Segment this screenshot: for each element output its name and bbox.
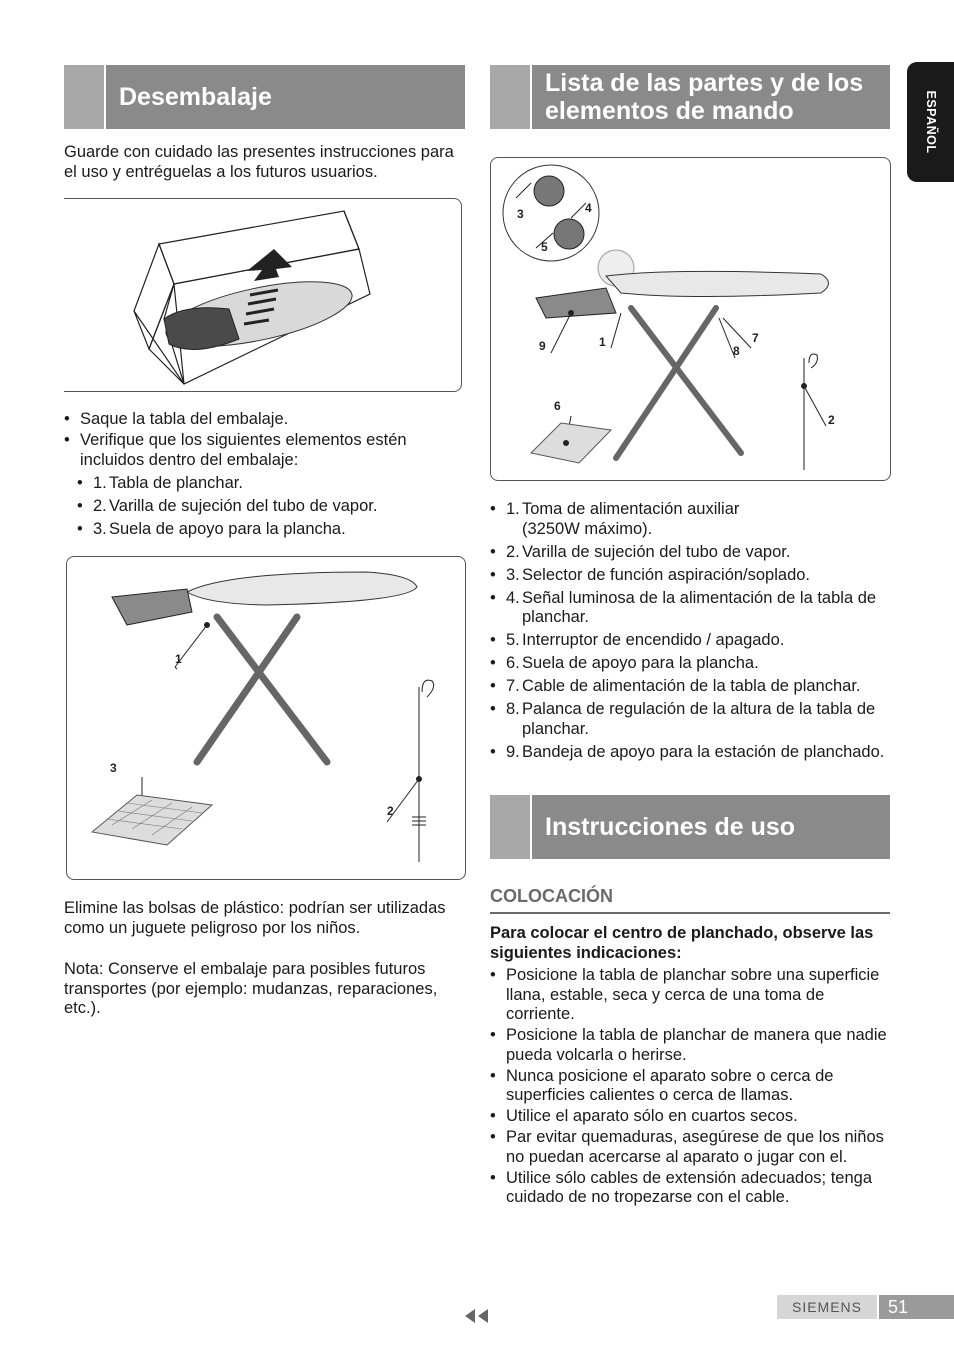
list-item: • Posicione la tabla de planchar sobre una superficie llana, estable, seca y cerca de una toma de corriente. <box>490 966 890 1025</box>
header-tab <box>64 65 106 129</box>
section-title: Lista de las partes y de los elementos de mando <box>545 69 864 125</box>
section-header-parts <box>490 65 890 129</box>
list-item: • 4. Señal luminosa de la alimentación de la tabla de planchar. <box>490 589 890 628</box>
header-tab <box>490 65 532 129</box>
language-tab: ESPAÑOL <box>907 62 954 182</box>
figure-box-contents <box>66 556 466 880</box>
previous-page-icon[interactable] <box>463 1307 491 1325</box>
list-item: • Posicione la tabla de planchar de manera que nadie pueda volcarla o herirse. <box>490 1026 890 1065</box>
page-number: 51 <box>879 1295 954 1319</box>
list-item: • Par evitar quemaduras, asegúrese de que los niños no puedan acercarse al aparato o jugar con el. <box>490 1128 890 1167</box>
section-header-desembalaje <box>64 65 465 129</box>
list-item: • 6. Suela de apoyo para la plancha. <box>490 654 890 674</box>
parts-list <box>490 500 890 766</box>
section-title: Instrucciones de uso <box>545 813 796 841</box>
subheading-colocacion: COLOCACIÓN <box>490 886 890 914</box>
list-item: • Verifique que los siguientes elementos estén incluidos dentro del embalaje: <box>64 431 464 470</box>
list-item: • Nunca posicione el aparato sobre o cerca de superficies calientes o cerca de llamas. <box>490 1067 890 1106</box>
callout-3: 3 <box>517 207 524 221</box>
list-item: • 2. Varilla de sujeción del tubo de vapor. <box>490 543 890 563</box>
contents-list <box>77 474 467 543</box>
list-item: • Utilice el aparato sólo en cuartos secos. <box>490 1107 890 1127</box>
list-item: • 7. Cable de alimentación de la tabla de planchar. <box>490 677 890 697</box>
callout-1: 1 <box>175 652 182 666</box>
callout-8: 8 <box>733 344 740 358</box>
warning-paragraph: Elimine las bolsas de plástico: podrían ser utilizadas como un juguete peligroso por los niños. <box>64 899 446 937</box>
list-item: • 5. Interruptor de encendido / apagado. <box>490 631 890 651</box>
figure-box-unpacking <box>64 198 462 392</box>
callout-2: 2 <box>828 413 835 427</box>
bold-intro: Para colocar el centro de planchado, observe las siguientes indicaciones: <box>490 924 874 962</box>
callout-9: 9 <box>539 339 546 353</box>
note-paragraph: Nota: Conserve el embalaje para posibles futuros transportes (por ejemplo: mudanzas, reparaciones, etc.). <box>64 960 438 1017</box>
placement-bullets <box>490 966 890 1209</box>
header-tab <box>490 795 532 859</box>
list-item: • 1. Toma de alimentación auxiliar (3250W máximo). <box>490 500 890 539</box>
board-contents-illustration <box>67 557 466 880</box>
list-item: • 3. Suela de apoyo para la plancha. <box>77 520 467 540</box>
brand-label: SIEMENS <box>777 1295 877 1319</box>
callout-3: 3 <box>110 761 117 775</box>
callout-7: 7 <box>752 331 759 345</box>
list-item: • 8. Palanca de regulación de la altura de la tabla de planchar. <box>490 700 890 739</box>
intro-paragraph: Guarde con cuidado las presentes instrucciones para el uso y entréguelas a los futuros usuarios. <box>64 143 454 181</box>
callout-1: 1 <box>599 335 606 349</box>
box-illustration <box>64 199 462 392</box>
section-header-instrucciones <box>490 795 890 859</box>
list-item: • Saque la tabla del embalaje. <box>64 410 464 430</box>
list-item: • 9. Bandeja de apoyo para la estación de planchado. <box>490 743 890 763</box>
callout-4: 4 <box>585 201 592 215</box>
unpacking-bullets <box>64 410 464 472</box>
section-title: Desembalaje <box>119 83 272 111</box>
callout-6: 6 <box>554 399 561 413</box>
list-item: • 2. Varilla de sujeción del tubo de vapor. <box>77 497 467 517</box>
callout-2: 2 <box>387 804 394 818</box>
figure-box-parts <box>490 157 891 481</box>
list-item: • Utilice sólo cables de extensión adecuados; tenga cuidado de no tropezarse con el cable. <box>490 1169 890 1208</box>
callout-5: 5 <box>541 240 548 254</box>
list-item: • 1. Tabla de planchar. <box>77 474 467 494</box>
list-item: • 3. Selector de función aspiración/soplado. <box>490 566 890 586</box>
parts-illustration <box>491 158 891 481</box>
